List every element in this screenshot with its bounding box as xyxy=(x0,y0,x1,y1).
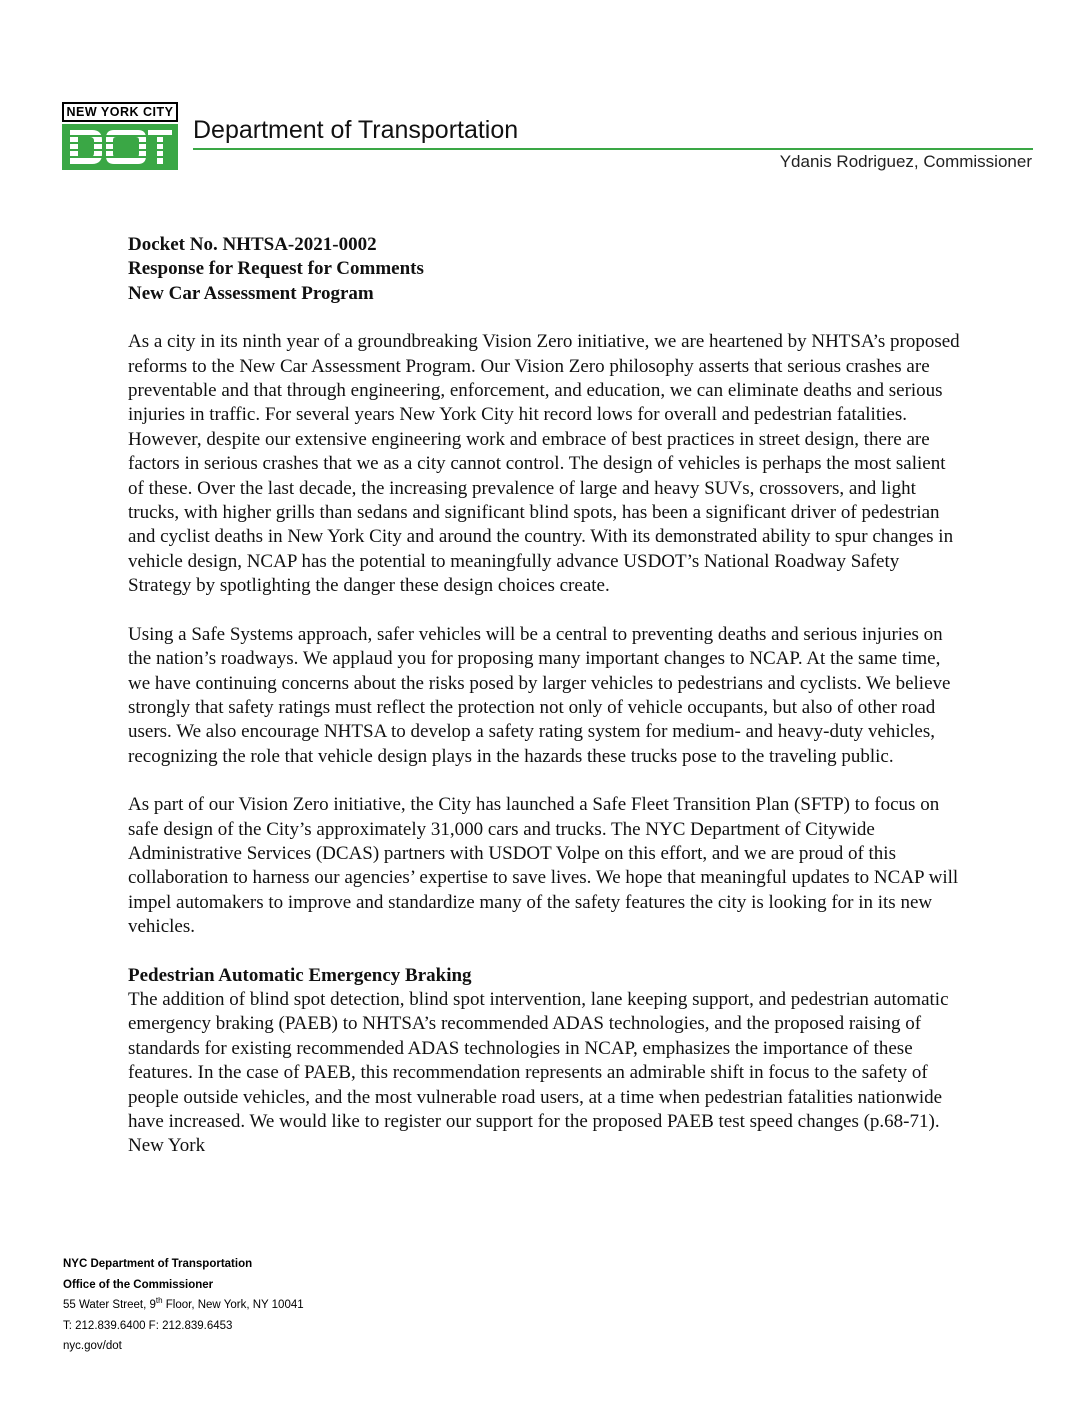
paragraph-1: As a city in its ninth year of a groundbreaking Vision Zero initiative, we are heartened by NHTSA’s proposed reforms to the New Car Assessment Program. Our Vision Zero philosophy asserts that serious crashes are preventable and that through engineering, enforcement, and education, we can eliminate deaths and serious injuries in traffic. For several years New York City hit record lows for overall and pedestrian fatalities. However, despite our extensive engineering work and embrace of best practices in street design, there are factors in serious crashes that we as a city cannot control. The design of vehicles is perhaps the most salient of these. Over the last decade, the increasing prevalence of large and heavy SUVs, crossovers, and light trucks, with higher grills than sedans and significant blind spots, has been a significant driver of pedestrian and cyclist deaths in New York City and around the country. With its demonstrated ability to spur changes in vehicle design, NCAP has the potential to meaningfully advance USDOT’s National Roadway Safety Strategy by spotlighting the danger these design choices create. xyxy=(128,331,960,597)
docket-number: Docket No. NHTSA-2021-0002 xyxy=(128,234,377,255)
docket-program: New Car Assessment Program xyxy=(128,282,374,304)
header-divider xyxy=(193,148,1033,150)
footer-org: NYC Department of Transportation xyxy=(63,1258,253,1270)
paragraph-2: Using a Safe Systems approach, safer vehicles will be a central to preventing deaths and serious injuries on the nation’s roadways. We applaud you for proposing many important changes to NCAP. At the same time, we have continuing concerns about the risks posed by larger vehicles to pedestrians and cyclists. We believe strongly that safety ratings must reflect the protection not only of vehicle occupants, but also of other road users. We also encourage NHTSA to develop a safety rating system for medium- and heavy-duty vehicles, recognizing the role that vehicle design plays in the hazards these trucks pose to the traveling public. xyxy=(128,623,951,767)
nyc-dot-logo xyxy=(62,102,178,170)
logo-top-text: NEW YORK CITY xyxy=(62,102,178,122)
letter-body xyxy=(128,233,966,1183)
department-name: Department of Transportation xyxy=(193,116,519,144)
paragraph-3: As part of our Vision Zero initiative, the City has launched a Safe Fleet Transition Plan (SFTP) to focus on safe design of the City’s approximately 31,000 cars and trucks. The NYC Department of Citywide Administrative Services (DCAS) partners with USDOT Volpe on this effort, and we are proud of this collaboration to harness our agencies’ expertise to save lives. We hope that meaningful updates to NCAP will impel automakers to improve and standardize many of the safety features the city is looking for in its new vehicles. xyxy=(128,794,959,938)
commissioner-name: Ydanis Rodriguez, Commissioner xyxy=(779,152,1032,171)
logo-dot-block xyxy=(62,124,178,170)
address-floor-suffix: th xyxy=(155,1296,163,1306)
footer-office: Office of the Commissioner xyxy=(63,1278,214,1291)
address-city: Floor, New York, NY 10041 xyxy=(162,1299,304,1311)
docket-block xyxy=(128,233,966,306)
section-heading: Pedestrian Automatic Emergency Braking xyxy=(128,964,472,986)
address-street: 55 Water Street, 9 xyxy=(63,1299,156,1311)
footer-contact xyxy=(63,1254,304,1357)
dot-letters-icon xyxy=(62,124,178,170)
footer-phone: T: 212.839.6400 F: 212.839.6453 xyxy=(63,1319,233,1332)
footer-address xyxy=(63,1295,304,1316)
docket-subject: Response for Request for Comments xyxy=(128,258,424,280)
footer-website[interactable]: nyc.gov/dot xyxy=(63,1340,122,1352)
paragraph-4: The addition of blind spot detection, blind spot intervention, lane keeping support, and pedestrian automatic emergency braking (PAEB) to NHTSA’s recommended ADAS technologies, and the proposed raising of standards for existing recommended ADAS technologies in NCAP, emphasizes the importance of these features. In the case of PAEB, this recommendation represents an admirable shift in focus to the safety of people outside vehicles, and the most vulnerable road users, at a time when pedestrian fatalities nationwide have increased. We would like to register our support for the proposed PAEB test speed changes (p.68-71). New York xyxy=(128,988,949,1157)
